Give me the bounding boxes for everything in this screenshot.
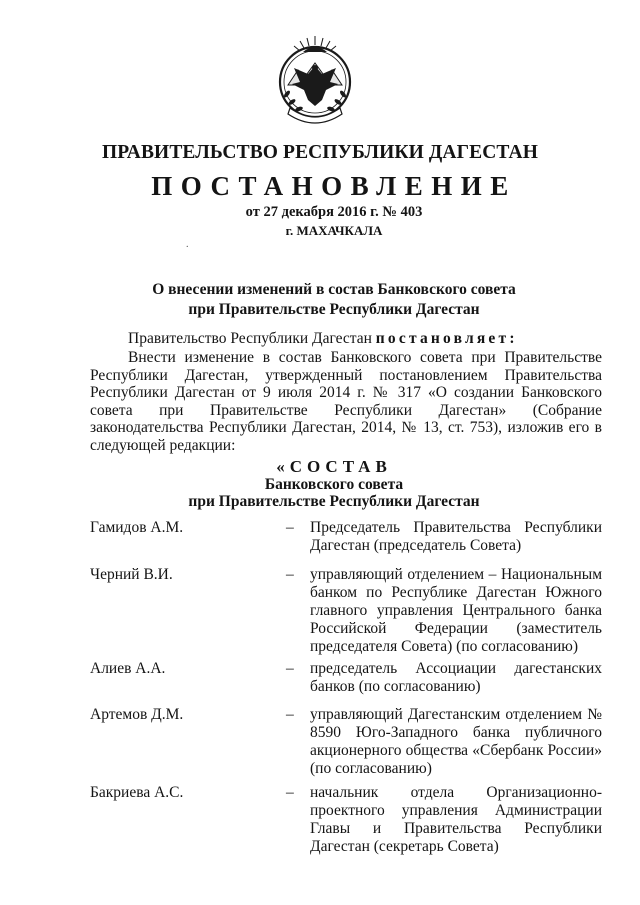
resolution-paragraph: Внести изменение в состав Банковского совета при Правительстве Республики Дагестан, утвержденный постановлением Правительства Республики Дагестан от 9 июля 2014 г. № 317 «О создании Банковского совета при Правительстве Республики Дагестан» (Собрание законодательства Республики Дагестан, 2014, № 13, ст. 753), изложив его в следующей редакции:	[90, 349, 602, 454]
member-role: управляющий отделением – Национальным банком по Республике Дагестан Южного главного управления Центрального банка Российской Федерации (заместитель председателя Совета) (по согласованию)	[310, 566, 602, 655]
member-role: председатель Ассоциации дагестанских банков (по согласованию)	[310, 660, 602, 695]
member-dash: –	[286, 660, 294, 677]
document-subject	[0, 280, 640, 320]
member-name: Черний В.И.	[90, 566, 173, 583]
member-dash: –	[286, 784, 294, 801]
subject-line-1: О внесении изменений в состав Банковского совета	[152, 281, 516, 298]
resolution-lead: Правительство Республики Дагестан	[128, 330, 372, 347]
dagestan-coat-of-arms-icon	[270, 30, 360, 130]
member-name: Алиев А.А.	[90, 660, 166, 677]
resolution-verb: постановляет:	[375, 330, 518, 347]
member-role: начальник отдела Организационно-проектного управления Администрации Главы и Правительства Республики Дагестан (секретарь Совета)	[310, 784, 602, 855]
composition-heading	[0, 458, 640, 511]
resolution-intro	[90, 330, 602, 348]
scan-mark: .	[186, 239, 189, 250]
member-dash: –	[286, 519, 294, 536]
government-title: ПРАВИТЕЛЬСТВО РЕСПУБЛИКИ ДАГЕСТАН	[101, 142, 538, 163]
member-dash: –	[286, 706, 294, 723]
composition-line-2: Банковского совета	[264, 475, 404, 493]
member-dash: –	[286, 566, 294, 583]
document-type: ПОСТАНОВЛЕНИЕ	[151, 171, 517, 201]
member-role: Председатель Правительства Республики Дагестан (председатель Совета)	[310, 519, 602, 554]
composition-title: «СОСТАВ	[276, 457, 392, 476]
date-number: от 27 декабря 2016 г. № 403	[245, 204, 423, 220]
member-role: управляющий Дагестанским отделением № 8590 Юго-Западного банка публичного акционерного общества «Сбербанк России» (по согласованию)	[310, 706, 602, 777]
subject-line-2: при Правительстве Республики Дагестан	[188, 301, 480, 318]
composition-line-3: при Правительстве Республики Дагестан	[188, 493, 480, 510]
city: г. МАХАЧКАЛА	[285, 223, 383, 238]
member-name: Гамидов А.М.	[90, 519, 184, 536]
member-name: Бакриева А.С.	[90, 784, 184, 801]
member-name: Артемов Д.М.	[90, 706, 184, 723]
